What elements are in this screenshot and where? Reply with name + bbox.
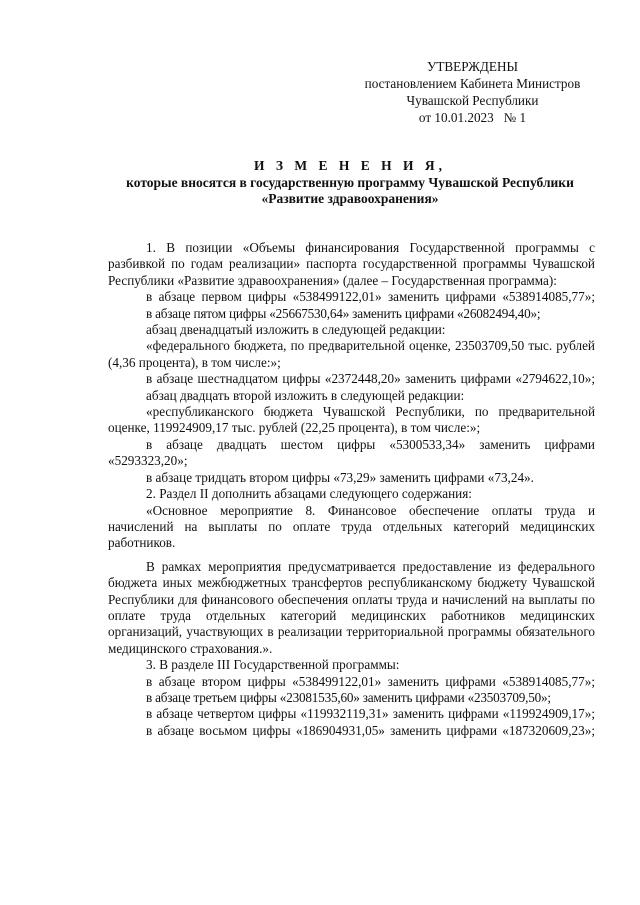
approval-date-number: от 10.01.2023 № 1: [418, 110, 527, 125]
paragraph: в абзаце третьем цифры «23081535,60» заменить цифрами «23503709,50»;: [146, 689, 551, 705]
title-heading: И З М Е Н Е Н И Я,: [253, 158, 446, 173]
paragraph: «Основное мероприятие 8. Финансовое обеспечение оплаты труда и начислений на выплаты по оплате труда отдельных категорий медицинских работников.: [108, 502, 595, 551]
paragraph: в абзаце шестнадцатом цифры «2372448,20» заменить цифрами «2794622,10»;: [146, 371, 595, 387]
paragraph: «республиканского бюджета Чувашской Республики, по предварительной оценке, 119924909,17 тыс. рублей (22,25 процента), в том числе:»;: [108, 404, 595, 436]
paragraph: 3. В разделе III Государственной программы:: [146, 657, 400, 673]
paragraph: В рамках мероприятия предусматривается предоставление из федерального бюджета иных межбюджетных трансфертов республиканскому бюджету Чувашской Республики для финансового обеспечения оплаты труда и начислений на выплаты по оплате труда отдельных категорий медицинских работников медицинских организаций, участвующих в реализации территориальной программы обязательного медицинского страхования.».: [108, 558, 595, 656]
approval-republic: Чувашской Республики: [406, 93, 539, 108]
paragraph: абзац двадцать второй изложить в следующей редакции:: [146, 387, 465, 403]
title-subject: которые вносятся в государственную программу Чувашской Республики: [126, 174, 574, 190]
title-program-name: «Развитие здравоохранения»: [261, 191, 439, 206]
paragraph: в абзаце четвертом цифры «119932119,31» заменить цифрами «119924909,17»;: [146, 706, 595, 722]
paragraph: в абзаце втором цифры «538499122,01» заменить цифрами «538914085,77»;: [146, 673, 595, 689]
approval-stamp: [330, 58, 615, 126]
document-body: [108, 240, 595, 739]
paragraph: 1. В позиции «Объемы финансирования Государственной программы с разбивкой по годам реализации» паспорта государственной программы Чувашской Республики «Развитие здравоохранения» (далее – Государственная программа):: [108, 240, 595, 288]
approval-authority: постановлением Кабинета Министров: [364, 76, 581, 91]
paragraph: в абзаце восьмом цифры «186904931,05» заменить цифрами «187320609,23»;: [146, 722, 595, 738]
paragraph: абзац двенадцатый изложить в следующей редакции:: [146, 322, 446, 338]
paragraph: в абзаце тридцать втором цифры «73,29» заменить цифрами «73,24».: [146, 469, 534, 485]
document-title: [60, 158, 640, 208]
paragraph: в абзаце пятом цифры «25667530,64» заменить цифрами «26082494,40»;: [146, 305, 541, 321]
approval-heading: УТВЕРЖДЕНЫ: [426, 59, 518, 74]
paragraph: 2. Раздел II дополнить абзацами следующего содержания:: [146, 486, 472, 502]
paragraph: в абзаце первом цифры «538499122,01» заменить цифрами «538914085,77»;: [146, 289, 595, 305]
paragraph: «федерального бюджета, по предварительной оценке, 23503709,50 тыс. рублей (4,36 процента), в том числе:»;: [108, 338, 595, 370]
paragraph: в абзаце двадцать шестом цифры «5300533,34» заменить цифрами «5293323,20»;: [108, 436, 595, 469]
